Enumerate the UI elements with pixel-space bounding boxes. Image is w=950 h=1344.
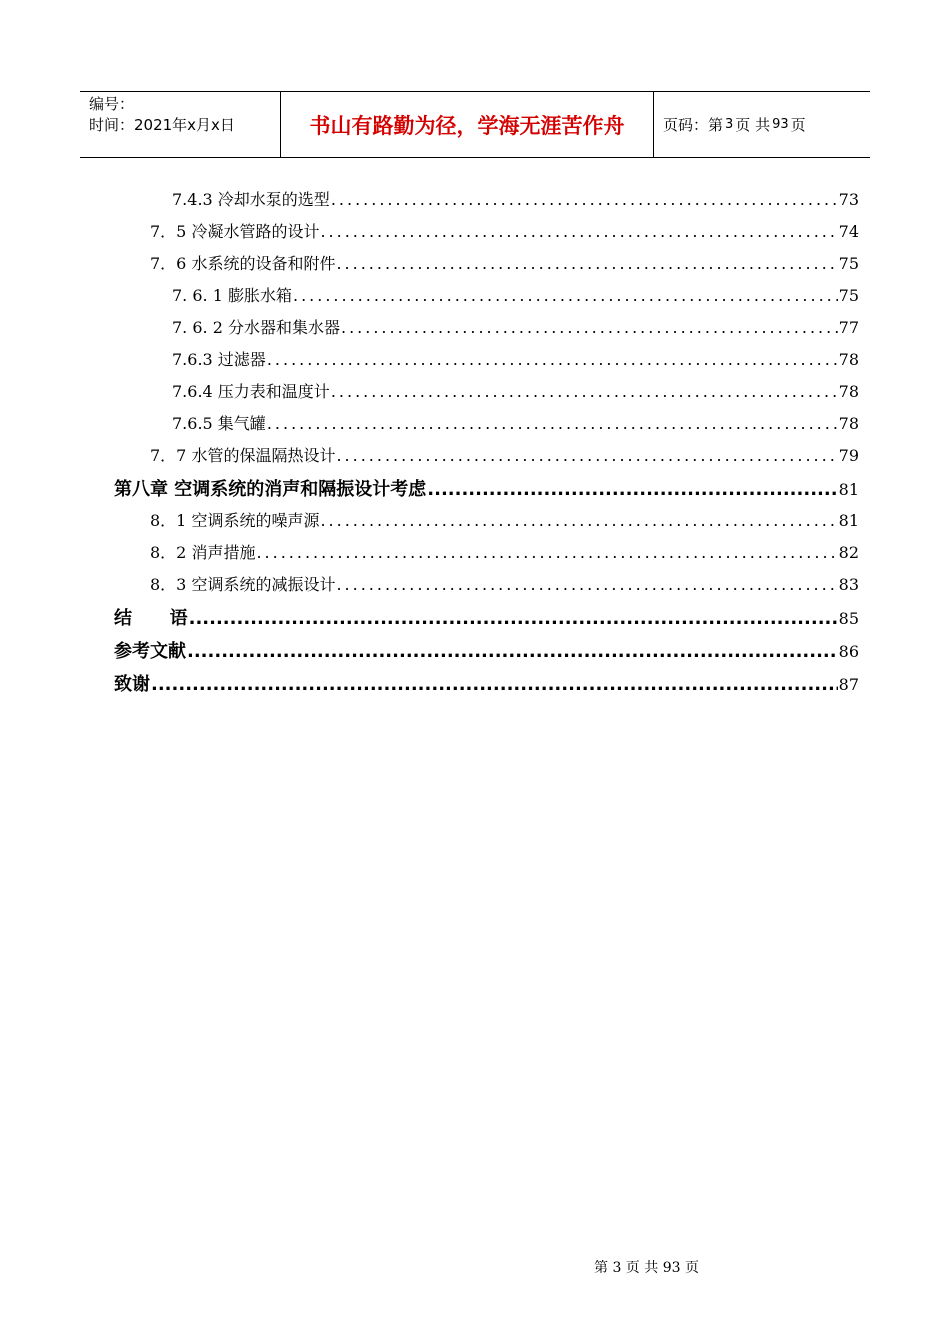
toc-entry-page: 79 (838, 446, 859, 465)
page-label-prefix: 页码：第 (663, 116, 724, 134)
toc-entry[interactable] (172, 315, 859, 338)
page-footer: 第 3 页 共 93 页 (594, 1260, 699, 1276)
toc-chapter-entry[interactable] (114, 475, 859, 501)
toc-leader (187, 641, 838, 662)
toc-entry[interactable] (150, 508, 859, 531)
toc-entry-label: 第八章 空调系统的消声和隔振设计考虑 (114, 479, 427, 500)
toc-entry-label: 7．6 水系统的设备和附件 (150, 254, 336, 273)
toc-entry[interactable] (172, 379, 859, 402)
toc-leader (320, 511, 837, 530)
toc-leader (341, 318, 838, 337)
toc-chapter-entry[interactable] (114, 637, 859, 663)
toc-leader (336, 254, 837, 273)
toc-entry[interactable] (172, 347, 859, 370)
toc-entry-label: 8．1 空调系统的噪声源 (150, 511, 320, 530)
toc-entry-page: 78 (838, 350, 859, 369)
toc-entry[interactable] (150, 572, 859, 595)
toc-entry-label: 7. 6. 2 分水器和集水器 (172, 318, 340, 337)
toc-entry[interactable] (150, 251, 859, 274)
toc-leader (331, 382, 838, 401)
toc-leader (320, 222, 837, 241)
toc-entry-label: 致谢 (114, 674, 150, 695)
header-motto: 书山有路勤为径，学海无涯苦作舟 (281, 92, 654, 157)
toc-entry-label: 7.6.5 集气罐 (172, 414, 266, 433)
toc-leader (336, 575, 837, 594)
toc-entry[interactable] (172, 411, 859, 434)
toc-entry-label: 结 语 (114, 608, 188, 629)
toc-entry[interactable] (150, 219, 859, 242)
header-meta (80, 92, 281, 157)
toc-entry-page: 85 (838, 609, 859, 628)
document-number-label: 编号： (89, 95, 135, 113)
toc-leader (336, 446, 837, 465)
toc-entry-page: 86 (838, 642, 859, 661)
toc-entry-label: 7.4.3 冷却水泵的选型 (172, 190, 330, 209)
toc-entry-page: 78 (838, 382, 859, 401)
toc-chapter-entry[interactable] (114, 604, 859, 630)
toc-entry-page: 73 (838, 190, 859, 209)
page-label-suffix: 页 (790, 116, 806, 134)
toc-entry-page: 82 (838, 543, 859, 562)
toc-chapter-entry[interactable] (114, 670, 859, 696)
toc-entry-label: 8．2 消声措施 (150, 543, 256, 562)
page-current: 3 (725, 117, 734, 132)
toc-entry[interactable] (172, 187, 859, 210)
toc-entry-label: 7.6.3 过滤器 (172, 350, 266, 369)
header-page-info (654, 92, 870, 157)
toc-entry-label: 参考文献 (114, 641, 186, 662)
toc-leader (293, 286, 838, 305)
toc-leader (256, 543, 837, 562)
toc-entry-label: 7. 6. 1 膨胀水箱 (172, 286, 292, 305)
toc-entry-label: 8．3 空调系统的减振设计 (150, 575, 336, 594)
toc-leader (151, 674, 838, 695)
toc-entry-page: 81 (838, 511, 859, 530)
page-header (80, 91, 870, 158)
toc-entry-label: 7．5 冷凝水管路的设计 (150, 222, 320, 241)
toc-entry-page: 81 (838, 480, 859, 499)
toc-leader (267, 350, 838, 369)
toc-leader (427, 479, 837, 500)
toc-entry-page: 78 (838, 414, 859, 433)
toc-entry-page: 74 (838, 222, 859, 241)
toc-entry-label: 7.6.4 压力表和温度计 (172, 382, 330, 401)
toc-entry-page: 83 (838, 575, 859, 594)
toc-entry[interactable] (150, 443, 859, 466)
toc-entry[interactable] (172, 283, 859, 306)
toc-entry-page: 77 (838, 318, 859, 337)
toc-entry-page: 87 (838, 675, 859, 694)
page-total: 93 (772, 117, 789, 132)
page-label-mid: 页 共 (735, 116, 771, 134)
toc-entry-page: 75 (838, 254, 859, 273)
toc-entry[interactable] (150, 540, 859, 563)
toc-entry-label: 7．7 水管的保温隔热设计 (150, 446, 336, 465)
toc-leader (331, 190, 838, 209)
toc-entry-page: 75 (838, 286, 859, 305)
toc-leader (189, 608, 838, 629)
document-time-label: 时间：2021年x月x日 (89, 116, 235, 134)
toc-leader (267, 414, 838, 433)
